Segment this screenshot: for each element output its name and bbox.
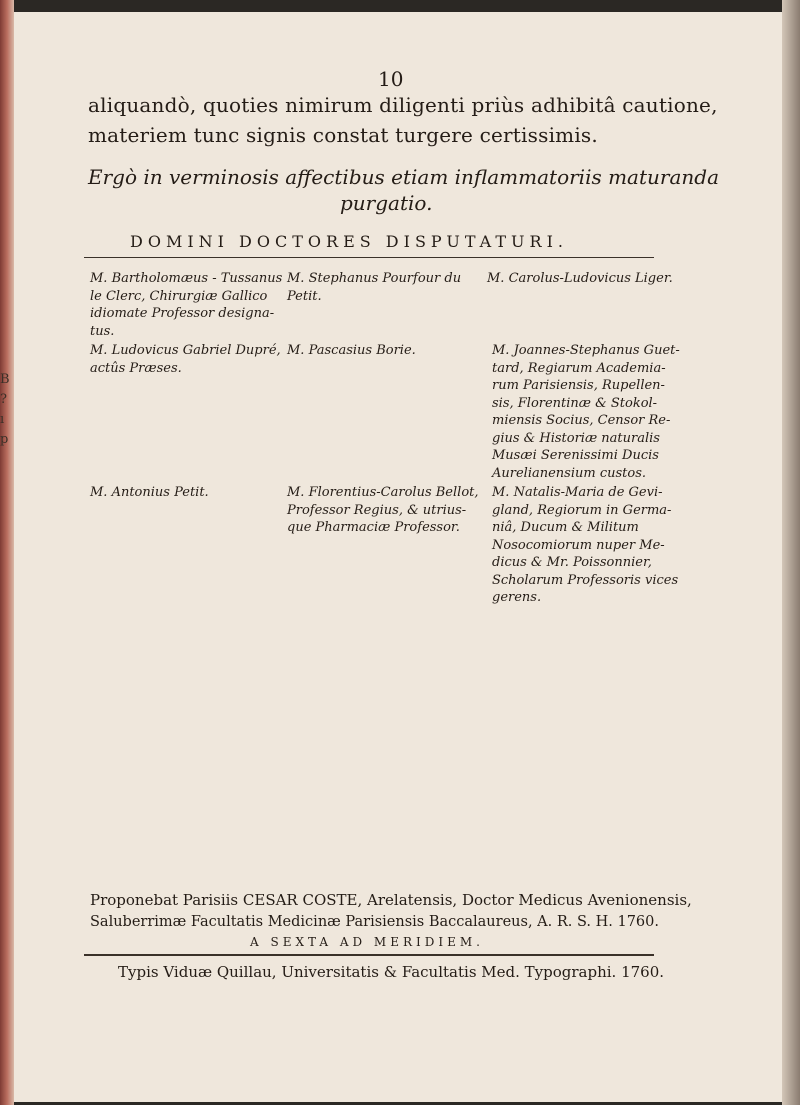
book-right-edge <box>782 0 800 1105</box>
heading-rule <box>84 257 654 258</box>
book-left-edge <box>0 0 14 1105</box>
facing-page-fragment: B ? ı p <box>0 372 10 447</box>
doctor-entry: M. Natalis-Maria de Gevi- gland, Regiorum in Germa- niâ, Ducum & Militum Nosocomiorum nuper Me- dicus & Mr. Poissonnier, Scholarum Professoris vices gerens. <box>492 485 679 605</box>
doctor-entry: M. Carolus-Ludovicus Liger. <box>487 271 673 286</box>
imprint-line-1: Proponebat Parisiis CESAR COSTE, Arelatensis, Doctor Medicus Avenionensis, <box>90 891 692 909</box>
doctor-entry: M. Florentius-Carolus Bellot, Professor Regius, & utrius- que Pharmaciæ Professor. <box>287 485 479 535</box>
thesis-line-2: purgatio. <box>340 191 433 215</box>
imprint-line-2: Saluberrimæ Facultatis Medicinæ Parisiensis Baccalaureus, A. R. S. H. 1760. <box>90 914 659 930</box>
section-heading: DOMINI DOCTORES DISPUTATURI. <box>130 232 568 251</box>
doctor-entry: M. Stephanus Pourfour du Petit. <box>287 271 462 304</box>
imprint-rule <box>84 954 654 956</box>
printer-line: Typis Viduæ Quillau, Universitatis & Facultatis Med. Typographi. 1760. <box>118 963 665 981</box>
intro-line-2: materiem tunc signis constat turgere certissimis. <box>88 123 598 147</box>
doctor-entry: M. Pascasius Borie. <box>287 343 416 358</box>
imprint-line-3: A SEXTA AD MERIDIEM. <box>250 935 484 949</box>
doctor-entry: M. Bartholomæus - Tussanus le Clerc, Chirurgiæ Gallico idiomate Professor designa- tus. <box>90 271 283 339</box>
doctor-entry: M. Antonius Petit. <box>90 485 209 500</box>
thesis-line-1: Ergò in verminosis affectibus etiam inflammatoriis maturanda <box>88 165 719 189</box>
intro-line-1: aliquandò, quoties nimirum diligenti priùs adhibitâ cautione, <box>88 93 718 117</box>
page-number: 10 <box>378 67 404 91</box>
doctor-entry: M. Ludovicus Gabriel Dupré, actûs Præses. <box>90 343 281 376</box>
doctor-entry: M. Joannes-Stephanus Guet- tard, Regiarum Academia- rum Parisiensis, Rupellen- sis, Florentinæ & Stokol- miensis Socius, Censor Re- gius & Historiæ naturalis Musæi Serenissimi Ducis Aurelianensium custos. <box>492 343 680 481</box>
